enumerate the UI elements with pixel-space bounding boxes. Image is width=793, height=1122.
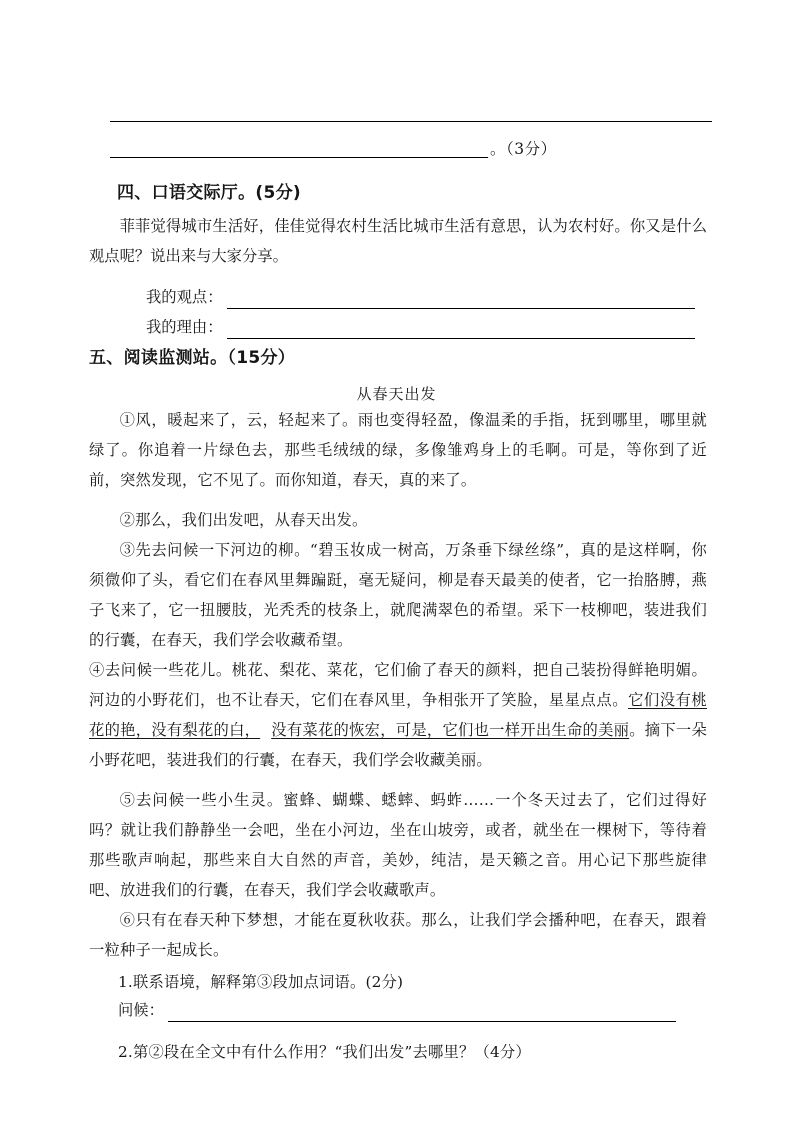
question-1: 1.联系语境，解释第③段加点词语。(2分) [118,973,404,991]
my-viewpoint-row [146,287,695,309]
my-reason-label: 我的理由： [146,318,223,336]
my-reason-input[interactable] [227,338,695,339]
passage-paragraph-4 [89,655,707,775]
carry-over-answer-lines [110,86,720,158]
passage-underlined-phrase-part-1: 它们没有桃花的艳，没有梨花的白， [89,691,707,739]
greeting-answer-row [118,1000,676,1022]
passage-paragraph-6: ⑥只有在春天种下梦想，才能在夏秋收获。那么，让我们学会播种吧，在春天，跟着一粒种子一起成长。 [89,911,707,959]
greeting-answer-input[interactable] [168,1021,676,1022]
passage-paragraph-1: ①风，暖起来了，云，轻起来了。雨也变得轻盈，像温柔的手指，抚到哪里，哪里就绿了。你追着一片绿色去，那些毛绒绒的绿，多像雏鸡身上的毛啊。可是，等你到了近前，突然发现，它不见了。而你知道，春天，真的来了。 [89,411,707,489]
passage-title: 从春天出发 [356,385,437,403]
answer-blank-line-2[interactable] [110,157,488,158]
passage-paragraph-2: ②那么，我们出发吧，从春天出发。 [119,511,368,529]
section-four-prompt: 菲菲觉得城市生活好，佳佳觉得农村生活比城市生活有意思，认为农村好。你又是什么观点呢？说出来与大家分享。 [89,217,707,265]
answer-blank-line-1[interactable] [110,121,712,122]
passage-paragraph-5: ⑤去问候一些小生灵。蜜蜂、蝴蝶、蟋蟀、蚂蚱……一个冬天过去了，它们过得好吗？就让我们静静坐一会吧，坐在小河边，坐在山坡旁，或者，就坐在一棵树下，等待着那些歌声响起，那些来自大自然的声音，美妙，纯洁，是天籁之音。用心记下那些旋律吧、放进我们的行囊，在春天，我们学会收藏歌声。 [89,791,707,899]
passage-paragraph-4-text-a: ④去问候一些花儿。桃花、梨花、菜花，它们偷了春天的颜料，把自己装扮得鲜艳明媚。河边的小野花们，也不让春天，它们在春风里，争相张开了笑脸，星星点点。 [89,661,707,709]
my-viewpoint-label: 我的观点： [146,288,223,306]
my-reason-row [146,317,695,339]
carry-over-score-tail: 。（3分） [490,139,557,158]
greeting-label: 问候： [118,1001,164,1019]
carry-over-line-2 [110,122,720,158]
section-heading-four: 四、口语交际厅。(5分) [117,183,301,203]
my-viewpoint-input[interactable] [227,308,695,309]
passage-paragraph-4-text-b: 。摘下一朵小野花吧，装进我们的行囊，在春天，我们学会收藏美丽。 [89,721,707,769]
carry-over-line-1 [110,86,720,122]
passage-underlined-phrase-part-2: 没有菜花的恢宏，可是，它们也一样开出生命的美丽 [271,721,630,739]
question-2: 2.第②段在全文中有什么作用？“我们出发”去哪里？（4分） [118,1043,531,1061]
section-heading-five: 五、阅读监测站。（15分） [89,348,296,368]
passage-paragraph-3: ③先去问候一下河边的柳。“碧玉妆成一树高，万条垂下绿丝绦”，真的是这样啊，你须微仰了头，看它们在春风里舞蹁跹，毫无疑问，柳是春天最美的使者，它一抬胳膊，燕子飞来了，它一扭腰肢，光秃秃的枝条上，就爬满翠色的希望。采下一枝柳吧，装进我们的行囊，在春天，我们学会收藏希望。 [89,541,707,649]
